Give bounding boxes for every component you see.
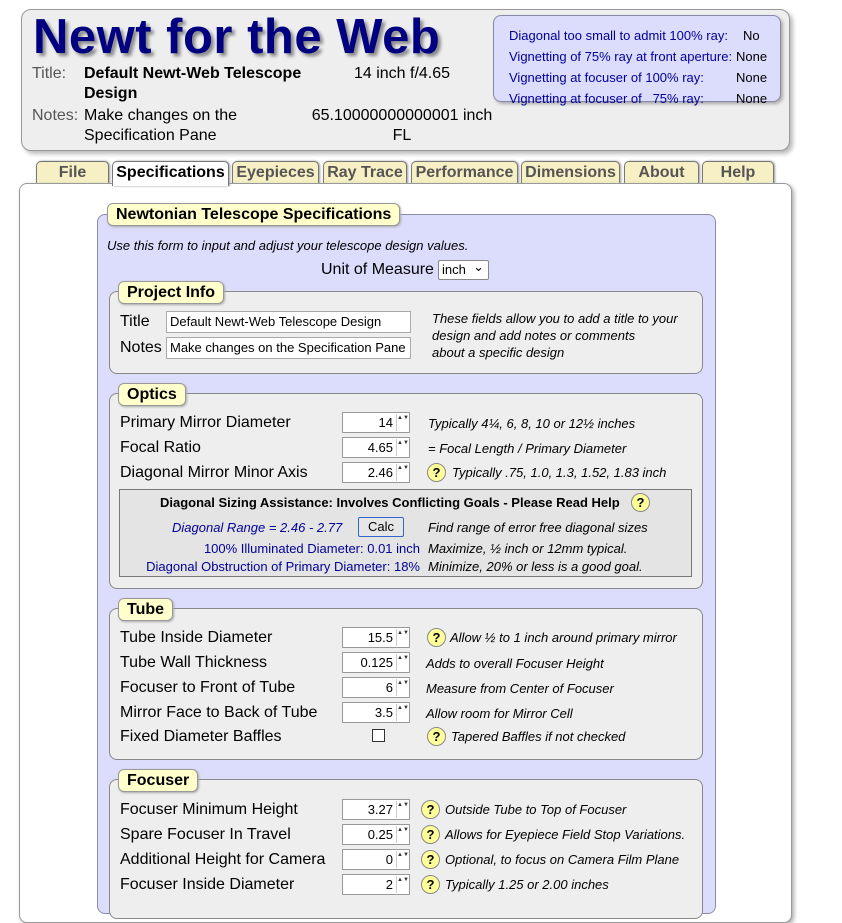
help-icon[interactable]: ? [421,850,440,869]
unit-value: inch [442,262,466,277]
diagonal-minor-axis-input[interactable] [342,462,410,483]
spinner-icon[interactable]: ▲▼ [396,679,408,696]
diagonal-obstruction-note: Minimize, 20% or less is a good goal. [428,559,643,574]
input-value: 3.27 [367,802,393,817]
mirror-to-back-input[interactable] [342,702,410,723]
primary-diameter-input[interactable] [342,412,410,433]
tube-inside-diameter-input[interactable] [342,627,410,648]
focuser-inside-diameter-note: Typically 1.25 or 2.00 inches [445,877,609,892]
input-value: 4.65 [367,440,393,455]
project-notes-input[interactable]: Make changes on the Specification Pane [166,337,411,359]
camera-height-input[interactable] [342,849,410,870]
unit-select[interactable] [438,260,489,280]
fixed-baffles-note: Tapered Baffles if not checked [451,729,626,744]
spinner-icon[interactable]: ▲▼ [396,439,408,456]
input-value: 0 [385,852,393,867]
diagonal-sizing-assistance [119,489,692,577]
spare-focuser-travel-input[interactable] [342,824,410,845]
help-icon[interactable]: ? [421,800,440,819]
focuser-inside-diameter-label: Focuser Inside Diameter [120,876,295,893]
unit-label: Unit of Measure [321,261,434,278]
warning-value: None [736,70,768,85]
spinner-icon[interactable]: ▲▼ [396,801,408,818]
project-info-legend: Project Info [118,281,224,304]
optics-legend: Optics [118,383,186,406]
focuser-min-height-input[interactable] [342,799,410,820]
input-value: 15.5 [367,630,393,645]
tab-help[interactable]: Help [702,161,774,184]
tube-wall-thickness-label: Tube Wall Thickness [120,654,268,671]
title-label: Title: [32,65,67,82]
focal-ratio-input[interactable] [342,437,410,458]
warning-value: None [736,91,768,106]
warning-label: Vignetting at focuser of 100% ray: [509,70,704,85]
help-icon[interactable]: ? [421,825,440,844]
spinner-icon[interactable]: ▲▼ [396,704,408,721]
input-value: 0.25 [367,827,393,842]
fixed-baffles-checkbox[interactable] [372,729,385,742]
tube-inside-diameter-label: Tube Inside Diameter [120,629,273,646]
header-panel [21,9,790,151]
tab-ray-trace[interactable]: Ray Trace [323,161,407,184]
camera-height-label: Additional Height for Camera [120,851,326,868]
design-notes: Make changes on the Specification Pane [84,107,237,144]
spare-focuser-travel-note: Allows for Eyepiece Field Stop Variations. [445,827,686,842]
chevron-down-icon: ⌄ [473,259,484,274]
spinner-icon[interactable]: ▲▼ [396,876,408,893]
primary-diameter-note: Typically 4¼, 6, 8, 10 or 12½ inches [428,416,636,431]
primary-diameter-label: Primary Mirror Diameter [120,414,291,431]
spinner-icon[interactable]: ▲▼ [396,851,408,868]
project-help-text: about a specific design [432,345,565,360]
project-help-text: design and add notes or comments [432,328,636,343]
tube-wall-thickness-note: Adds to overall Focuser Height [426,656,604,671]
diagonal-minor-axis-note: Typically .75, 1.0, 1.3, 1.52, 1.83 inch [452,465,667,480]
design-title: Default Newt-Web Telescope Design [84,65,302,102]
focal-ratio-label: Focal Ratio [120,439,201,456]
tab-performance[interactable]: Performance [411,161,518,184]
focal-ratio-note: = Focal Length / Primary Diameter [428,441,627,456]
warning-label: Diagonal too small to admit 100% ray: [509,28,728,43]
mirror-to-back-label: Mirror Face to Back of Tube [120,704,318,721]
calc-button[interactable]: Calc [358,517,404,537]
project-title-input[interactable]: Default Newt-Web Telescope Design [166,311,411,333]
spinner-icon[interactable]: ▲▼ [396,629,408,646]
project-title-label: Title [120,313,150,330]
diagonal-minor-axis-label: Diagonal Mirror Minor Axis [120,464,308,481]
camera-height-note: Optional, to focus on Camera Film Plane [445,852,680,867]
help-icon[interactable]: ? [631,493,650,512]
warning-label: Vignetting of 75% ray at front aperture: [509,49,733,64]
focuser-min-height-note: Outside Tube to Top of Focuser [445,802,627,817]
fixed-baffles-label: Fixed Diameter Baffles [120,728,282,745]
tab-about[interactable]: About [624,161,699,184]
help-icon[interactable]: ? [427,628,446,647]
tab-dimensions[interactable]: Dimensions [521,161,620,184]
warning-label: Vignetting at focuser of 75% ray: [509,91,704,106]
input-value: 3.5 [374,705,393,720]
focuser-inside-diameter-input[interactable] [342,874,410,895]
input-value: 2.46 [367,465,393,480]
input-value: 14 [378,415,393,430]
illuminated-diameter-note: Maximize, ½ inch or 12mm typical. [428,541,628,556]
vignetting-warnings [493,15,781,106]
focuser-to-front-note: Measure from Center of Focuser [426,681,614,696]
mirror-to-back-note: Allow room for Mirror Cell [426,706,573,721]
spinner-icon[interactable]: ▲▼ [396,464,408,481]
project-help-text: These fields allow you to add a title to your [432,311,678,326]
app-title: Newt for the Web [33,10,441,64]
warning-value: None [736,49,768,64]
summary-focal-length: 65.10000000000001 inch FL [311,107,493,144]
input-value: 2 [385,877,393,892]
spare-focuser-travel-label: Spare Focuser In Travel [120,826,291,843]
tube-legend: Tube [118,598,173,621]
illuminated-diameter: 100% Illuminated Diameter: 0.01 inch [203,541,420,556]
focuser-min-height-label: Focuser Minimum Height [120,801,298,818]
help-icon[interactable]: ? [421,875,440,894]
tube-inside-diameter-note: Allow ½ to 1 inch around primary mirror [450,630,677,645]
project-notes-label: Notes [120,339,162,356]
spinner-icon[interactable]: ▲▼ [396,414,408,431]
focuser-legend: Focuser [118,769,198,792]
focuser-to-front-label: Focuser to Front of Tube [120,679,296,696]
summary-size: 14 inch f/4.65 [353,65,451,82]
diagonal-range-note: Find range of error free diagonal sizes [428,520,648,535]
diagonal-range: Diagonal Range = 2.46 - 2.77 [172,520,343,535]
spinner-icon[interactable]: ▲▼ [396,654,408,671]
spec-legend: Newtonian Telescope Specifications [107,203,400,226]
help-icon[interactable]: ? [427,727,446,746]
input-value: 0.125 [360,655,393,670]
focuser-to-front-input[interactable] [342,677,410,698]
tab-file[interactable]: File [36,161,109,184]
assist-heading: Diagonal Sizing Assistance: Involves Conflicting Goals - Please Read Help [160,495,620,510]
help-icon[interactable]: ? [427,463,446,482]
tube-wall-thickness-input[interactable] [342,652,410,673]
input-value: 6 [385,680,393,695]
spinner-icon[interactable]: ▲▼ [396,826,408,843]
spec-intro: Use this form to input and adjust your telescope design values. [107,238,469,253]
diagonal-obstruction: Diagonal Obstruction of Primary Diameter: 18% [146,559,420,574]
notes-label: Notes: [32,107,79,124]
tab-specifications[interactable]: Specifications [112,161,229,186]
warning-value: No [743,28,760,43]
tab-eyepieces[interactable]: Eyepieces [232,161,319,184]
